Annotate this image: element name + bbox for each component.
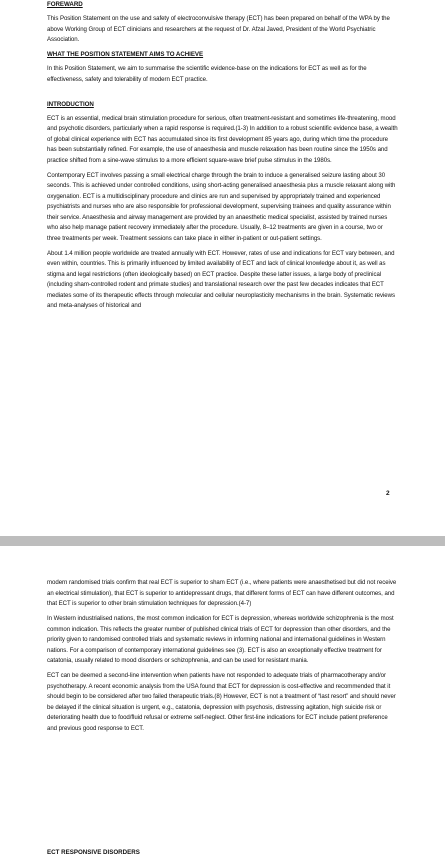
intro-paragraph-3: About 1.4 million people worldwide are treated annually with ECT. However, rates of use and indications for ECT vary between, and even within, countries. This is primarily influenced by limited availability of ECT and lack of clinical knowledge about it, as well as stigma and legal restrictions (often ideologically based) on ECT practice. Despite these latter issues, a large body of preclinical (including sham-controlled rodent and primate studies) and translational research over the past few decades indicates that ECT mediates some of its therapeutic effects through molecular and cellular neuroplasticity mechanisms in the brain. Systematic reviews and meta-analyses of historical and bbox=[47, 249, 395, 309]
section-spacer bbox=[47, 90, 398, 100]
page-body bbox=[47, 578, 398, 739]
foreword-heading: FOREWARD bbox=[47, 1, 83, 8]
aims-paragraph: In this Position Statement, we aim to summarise the scientific evidence-base on the indications for ECT as well as for the effectiveness, safety and tolerability of modern ECT practice. bbox=[47, 65, 367, 83]
foreword-paragraph: This Position Statement on the use and safety of electroconvulsive therapy (ECT) has been prepared on behalf of the WPA by the above Working Group of ECT clinicians and researchers at the request of Dr. Afzal Javed, President of the World Psychiatric Association. bbox=[47, 15, 390, 43]
paragraph-2: In Western industrialised nations, the most common indication for ECT is depression, whereas worldwide schizophrenia is the most common indication. This reflects the greater number of published clinical trials of ECT for depression than other disorders, and the priority given to randomised controlled trials and systematic reviews in informing national and international guidelines in Western nations. For a comparison of contemporary international guidelines see (3). ECT is also an exceptionally effective treatment for catatonia, usually related to mood disorders or schizophrenia, and can be used for resistant mania. bbox=[47, 615, 394, 664]
aims-heading: WHAT THE POSITION STATEMENT AIMS TO ACHIEVE bbox=[47, 51, 204, 58]
page-separator bbox=[0, 536, 445, 546]
intro-paragraph-1: ECT is an essential, medical brain stimulation procedure for serious, often treatment-resistant and sometimes life-threatening, mood and psychotic disorders, particularly when a rapid response is required.(1-3) In addition to a robust scientific evidence base, a wealth of global clinical experience with ECT has accumulated since its first development 85 years ago, during which time the procedure has been substantially refined. For example, the use of anaesthesia and muscle relaxation has been routine since the 1950s and practice shifted from a sine-wave stimulus to a more efficient square-wave brief pulse stimulus in the 1980s. bbox=[47, 114, 398, 164]
paragraph-3: ECT can be deemed a second-line intervention when patients have not responded to adequate trials of pharmacotherapy and/or psychotherapy. A recent economic analysis from the USA found that ECT for depression is cost-effective and recommended that it should begin to be considered after two failed therapeutic trials.(8) However, ECT is not a treatment of “last resort” and should never be delayed if the clinical situation is urgent, e.g., catatonia, depression with psychosis, distressing agitation, high suicide risk or deteriorating health due to food/fluid refusal or extreme self-neglect. Other first-line indications for ECT include patient preference and previous good response to ECT. bbox=[47, 672, 396, 732]
page-number: 2 bbox=[386, 490, 390, 497]
next-section-heading: ECT RESPONSIVE DISORDERS bbox=[47, 849, 140, 854]
page-body bbox=[47, 0, 398, 316]
introduction-heading: INTRODUCTION bbox=[47, 100, 94, 108]
paragraph-1: modern randomised trials confirm that real ECT is superior to sham ECT (i.e., where patients were anaesthetised but did not receive an electrical stimulation), that ECT is superior to antidepressant drugs, that different forms of ECT can have different outcomes, and that ECT is superior to other brain stimulation techniques for depression.(4-7) bbox=[47, 579, 397, 607]
document-page-3 bbox=[0, 546, 445, 854]
intro-paragraph-2: Contemporary ECT involves passing a small electrical charge through the brain to induce a generalised seizure lasting about 30 seconds. This is achieved under controlled conditions, using short-acting generalised anaesthesia plus a muscle relaxant along with oxygenation. ECT is a multidisciplinary procedure and clinics are run and supervised by appropriately trained and experienced psychiatrists and nurses who are also responsible for professional development, supervising trainees and quality assurance within their service. Anaesthesia and airway management are provided by an anaesthetic medical specialist, assisted by trained nurses who also help manage patient recovery immediately after the procedure. Usually, 8–12 treatments are given in a course, two or three treatments per week. Treatment sessions can take place in either in-patient or out-patient settings. bbox=[47, 171, 396, 242]
